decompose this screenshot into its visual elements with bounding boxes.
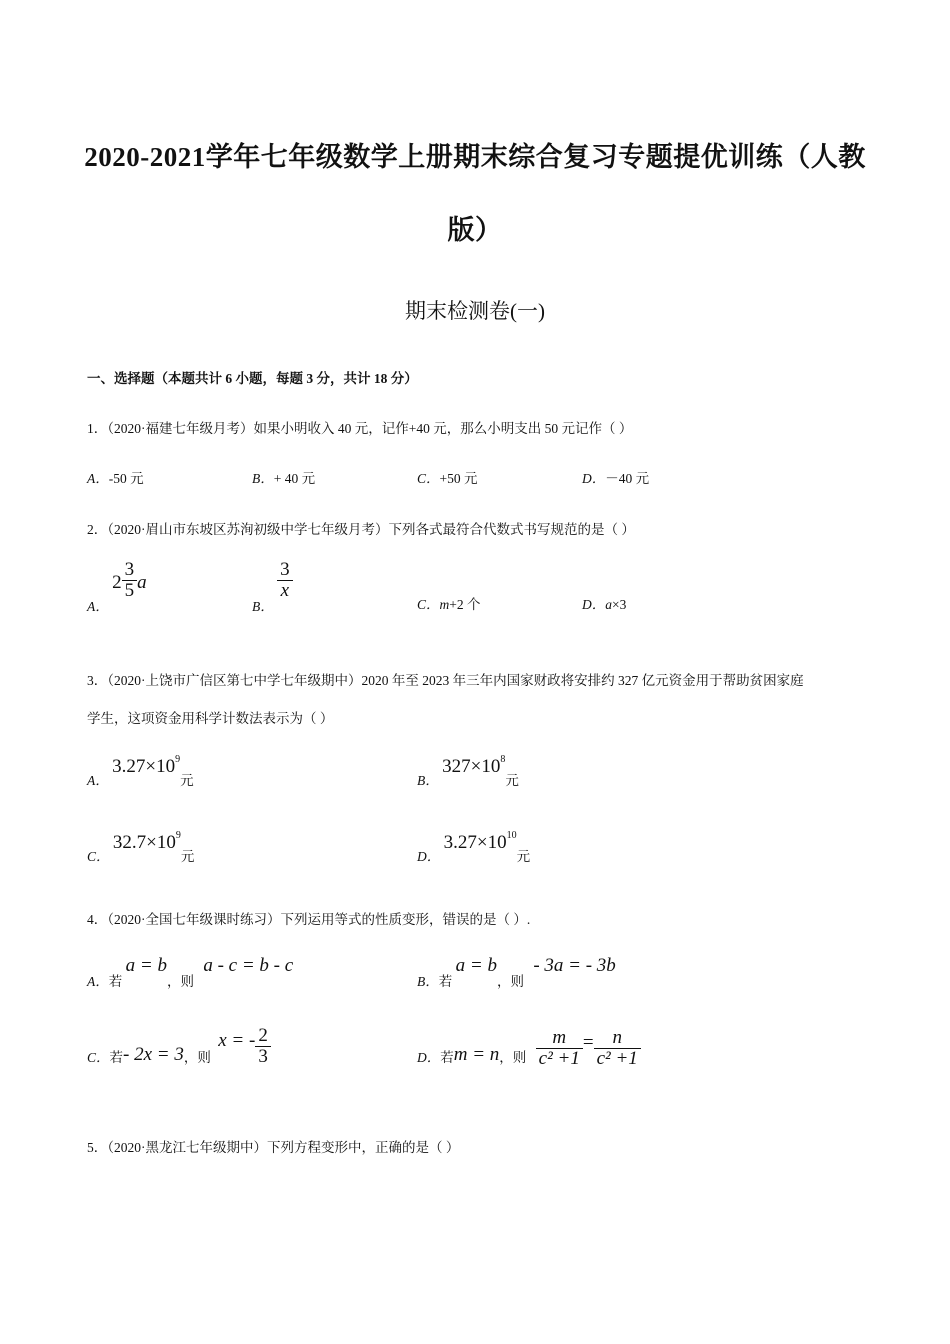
question-4-option-c: C．若- 2x = 3，则 x = - $\frac{2}{3}$: [87, 1032, 271, 1073]
question-2-stem: 2．（2020·眉山市东坡区苏洵初级中学七年级月考）下列各式最符合代数式书写规范的是（ ）: [87, 522, 635, 537]
question-1-option-d: D．－40 元: [582, 471, 650, 486]
question-5-stem: 5．（2020·黑龙江七年级期中）下列方程变形中，正确的是（ ）: [87, 1140, 460, 1155]
page-subtitle: 期末检测卷(一): [405, 299, 545, 323]
question-4-option-a: A．若 a = b，则 a - c = b - c: [87, 955, 294, 989]
question-1-option-a: A．-50 元: [87, 471, 144, 486]
question-3-option-b: B． $327\times 10^8$元: [417, 754, 519, 788]
question-3-option-a: A． $3.27\times 10^9$元: [87, 754, 194, 788]
question-2-option-b: B． $\frac{3}{x}$: [252, 562, 293, 603]
question-3-option-d: D． $3.27\times 10^{10}$元: [417, 830, 531, 864]
question-3-stem-line1: 3．（2020·上饶市广信区第七中学七年级期中）2020 年至 2023 年三年内国家财政将安排约 327 亿元资金用于帮助贫困家庭: [87, 673, 804, 688]
question-3-stem-line2: 学生，这项资金用科学计数法表示为（ ）: [87, 711, 334, 726]
question-2-option-a: A． 2 $\frac{3}{5}$ a: [87, 559, 147, 614]
page-title: 2020-2021学年七年级数学上册期末综合复习专题提优训练（人教: [84, 142, 866, 172]
question-1-option-c: C．+50 元: [417, 471, 478, 486]
question-4-option-b: B．若 a = b，则 - 3a = - 3b: [417, 955, 616, 989]
question-2-option-c: C．m+2 个: [417, 597, 481, 612]
question-4-stem: 4．（2020·全国七年级课时练习）下列运用等式的性质变形，错误的是（ ）.: [87, 912, 531, 927]
question-2-option-d: D．a×3: [582, 597, 627, 612]
page-title-line2: 版）: [447, 215, 503, 245]
question-1-stem: 1．（2020·福建七年级月考）如果小明收入 40 元，记作+40 元，那么小明支出 50 元记作（ ）: [87, 421, 633, 436]
section-heading: 一、选择题（本题共计 6 小题，每题 3 分，共计 18 分）: [87, 371, 418, 386]
question-4-option-d: D．若m = n，则 $\frac{m}{\text{c² +1}}$ = $\frac{n}{\text{c² +1}}$: [417, 1032, 641, 1073]
question-1-option-b: B．+ 40 元: [252, 471, 316, 486]
question-3-option-c: C． $32.7\times 10^9$元: [87, 830, 195, 864]
